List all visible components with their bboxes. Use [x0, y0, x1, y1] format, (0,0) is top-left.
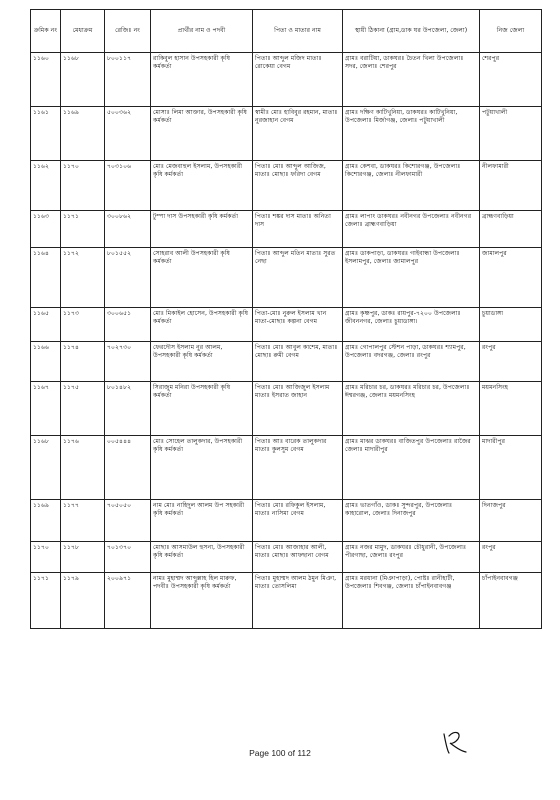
cell-reg: ৮০০১১৭ — [105, 53, 151, 107]
cell-sl: ১১৬০ — [31, 53, 61, 107]
cell-sl: ১১৬৩ — [31, 211, 61, 248]
table-row — [31, 107, 542, 161]
cell-reg: ৭০১৩৭০ — [105, 542, 151, 573]
cell-address: গ্রামঃ কেশবা, ডাকঘরঃ কিশোরগঞ্জ, উপজেলাঃ কিশোরগঞ্জ, জেলাঃ নীলফামারী — [343, 161, 480, 211]
cell-parents: পিতাঃ মোঃ রফিকুল ইসলাম, মাতাঃ নাসিমা বেগম — [253, 500, 343, 542]
cell-parents: পিতাঃ মুহাম্মদ আলম ঠমুন মিঞা, মাতাঃ তোসলিমা — [253, 573, 343, 629]
cell-reg: ৭০২৭৩০ — [105, 342, 151, 382]
cell-district: শেরপুর — [480, 53, 542, 107]
cell-merit: ১১৭২ — [61, 248, 105, 308]
header-merit: মেধাক্রম — [61, 10, 105, 53]
cell-sl: ১১৬৯ — [31, 500, 61, 542]
cell-name: মোছাঃ আসমাউল হুসনা, উপসহকারী কৃষি কর্মকর্তা — [151, 542, 253, 573]
cell-sl: ১১৬১ — [31, 107, 61, 161]
cell-district: রংপুর — [480, 542, 542, 573]
cell-district: মাদারীপুর — [480, 436, 542, 500]
cell-merit: ১১৭৩ — [61, 308, 105, 342]
cell-name: মোঃ মেজবাহুল ইসলাম, উপসহকারী কৃষি কর্মকর্তা — [151, 161, 253, 211]
cell-name: মোঃ সোহেল তালুকদার, উপসহকারী কৃষি কর্মকর্তা — [151, 436, 253, 500]
page-footer: Page 100 of 112 — [249, 748, 311, 758]
cell-name: টুম্পা দাস উপসহকারী কৃষি কর্মকর্তা — [151, 211, 253, 248]
cell-reg: ৫০০৩৬২ — [105, 107, 151, 161]
cell-address: গ্রামঃ বরাটিয়া, ডাকঘরঃ চৈতন খিলা উপজেলাঃ সদর, জেলাঃ শেরপুর — [343, 53, 480, 107]
header-district: নিজ জেলা — [480, 10, 542, 53]
cell-district: নীলফামারী — [480, 161, 542, 211]
header-name: প্রার্থীর নাম ও পদবী — [151, 10, 253, 53]
cell-parents: স্বামীঃ মোঃ হাবিবুর রহমান, মাতাঃ নুরজাহান বেগম — [253, 107, 343, 161]
cell-sl: ১১৬৪ — [31, 248, 61, 308]
cell-district: চাঁপাইনবাবগঞ্জ — [480, 573, 542, 629]
cell-district: চুয়াডাঙ্গা — [480, 308, 542, 342]
cell-parents: পিতাঃ আব্দুল মতিন মাতাঃ সুরত নেছা — [253, 248, 343, 308]
cell-district: ব্রাহ্মণবাড়িয়া — [480, 211, 542, 248]
cell-name: মোঃ মিকাইল হোসেন, উপসহকারী কৃষি কর্মকর্তা — [151, 308, 253, 342]
cell-parents: পিতাঃ মোঃ আব্দুল আজিজ, মাতাঃ মোছাঃ ফরিদা বেগম — [253, 161, 343, 211]
table-row — [31, 500, 542, 542]
cell-sl: ১১৬৮ — [31, 436, 61, 500]
cell-address: গ্রামঃ গোপালপুর স্টেশন পাড়া, ডাকঘরঃ শ্যামপুর, উপজেলাঃ বদরগঞ্জ, জেলাঃ রংপুর — [343, 342, 480, 382]
table-header-row — [31, 10, 542, 53]
table-row — [31, 161, 542, 211]
table-row — [31, 436, 542, 500]
cell-address: গ্রামঃ মরধানা (মিঞাপাড়া), পোষ্টঃ রানীহাটী, উপজেলাঃ শিবগঞ্জ, জেলাঃ চাঁপাইনবাবগঞ্জ — [343, 573, 480, 629]
cell-merit: ১১৭৮ — [61, 542, 105, 573]
cell-merit: ১১৬৯ — [61, 107, 105, 161]
cell-sl: ১১৬৭ — [31, 382, 61, 436]
table-row — [31, 248, 542, 308]
cell-address: গ্রামঃ দক্ষিণ কাটিখুনিয়া, ডাকঘরঃ কাটিখুনিয়া, উপজেলাঃ মির্জাগঞ্জ, জেলাঃ পটুয়াখালী — [343, 107, 480, 161]
cell-address: গ্রামঃ নজর মামুদ, ডাকঘরঃ চৌধুরানী, উপজেলাঃ পীরগাছা, জেলাঃ রংপুর — [343, 542, 480, 573]
cell-sl: ১১৬৬ — [31, 342, 61, 382]
cell-merit: ১১৭৬ — [61, 436, 105, 500]
cell-sl: ১১৬২ — [31, 161, 61, 211]
cell-reg: ০০৫৪৪৪ — [105, 436, 151, 500]
cell-merit: ১১৭৭ — [61, 500, 105, 542]
cell-sl: ১১৭০ — [31, 542, 61, 573]
table-row — [31, 382, 542, 436]
cell-address: গ্রামঃ ডাকপাড়া, ডাকঘরঃ গাইবান্ধা উপজেলাঃ ইসলামপুর, জেলাঃ জামালপুর — [343, 248, 480, 308]
cell-merit: ১১৬৮ — [61, 53, 105, 107]
cell-name: ফেরদৌস ইসলাম নুর আলম, উপসহকারী কৃষি কর্মকর্তা — [151, 342, 253, 382]
table-row — [31, 542, 542, 573]
cell-address: গ্রামঃ মরিচার চর, ডাকঘরঃ মরিচার চর, উপজেলাঃ ঈশ্বরগঞ্জ, জেলাঃ ময়মনসিংহ — [343, 382, 480, 436]
cell-district: জামালপুর — [480, 248, 542, 308]
cell-parents: পিতাঃ মোঃ আজিজুল ইসলাম মাতাঃ ইসরাত জাহান — [253, 382, 343, 436]
header-serial: ক্রমিক নং — [31, 10, 61, 53]
table-row — [31, 211, 542, 248]
cell-reg: ৩০০৬৫১ — [105, 308, 151, 342]
candidate-table — [30, 9, 542, 629]
cell-district: দিনাজপুর — [480, 500, 542, 542]
table-row — [31, 573, 542, 629]
cell-address: গ্রামঃ কৃষ্ণপুর, ডাকঃ রায়পুর-৭২০০ উপজেলাঃ জীবননগর, জেলাঃ চুয়াডাঙ্গা। — [343, 308, 480, 342]
cell-merit: ১১৭৪ — [61, 342, 105, 382]
cell-name: সিরাজুম মনিরা উপসহকারী কৃষি কর্মকর্তা — [151, 382, 253, 436]
cell-parents: পিতাঃ আঃ বারেক তালুকদার মাতাঃ কুলসুম বেগম — [253, 436, 343, 500]
cell-name: নাম মোঃ নাহিদুল আলম উপ সহকারী কৃষি কর্মকর্তা — [151, 500, 253, 542]
cell-name: রাকিবুল হাসান উপসহকারী কৃষি কর্মকর্তা — [151, 53, 253, 107]
cell-address: গ্রামঃ লাপাং ডাকঘরঃ নবীনগর উপজেলাঃ নবীনগর জেলাঃ ব্রাহ্মণবাড়িয়া — [343, 211, 480, 248]
table-row — [31, 342, 542, 382]
cell-parents: পিতা-মোঃ নুরুল ইসলাম খান মাতা-মোছাঃ কল্পনা বেগম — [253, 308, 343, 342]
table-row — [31, 308, 542, 342]
cell-merit: ১১৭৯ — [61, 573, 105, 629]
cell-address: গ্রামঃ ভাতগাঁও, ডাকঃ সুন্দরপুর, উপজেলাঃ কাহারোল, জেলাঃ দিনাজপুর — [343, 500, 480, 542]
cell-merit: ১১৭৫ — [61, 382, 105, 436]
cell-district: পটুয়াখালী — [480, 107, 542, 161]
cell-merit: ১১৭১ — [61, 211, 105, 248]
header-reg: রেজিঃ নং — [105, 10, 151, 53]
cell-reg: ৭০৫০৫০ — [105, 500, 151, 542]
header-address: স্থায়ী ঠিকানা (গ্রাম,ডাক ঘর উপজেলা, জেলা) — [343, 10, 480, 53]
cell-sl: ১১৬৫ — [31, 308, 61, 342]
cell-address: গ্রামঃ মাঝর ডাকঘরঃ বাজিতপুর উপজেলাঃ রাজৈর জেলাঃ মাদারীপুর — [343, 436, 480, 500]
cell-reg: ৩০০৮৬২ — [105, 211, 151, 248]
cell-district: ময়মনসিংহ — [480, 382, 542, 436]
cell-parents: পিতাঃ মোঃ আবুল কাশেম, মাতাঃ মোছাঃ রুমী বেগম — [253, 342, 343, 382]
cell-reg: ৮০১৫৫২ — [105, 248, 151, 308]
cell-reg: ২০০৯৭১ — [105, 573, 151, 629]
cell-reg: ৮০১৪৮২ — [105, 382, 151, 436]
cell-parents: পিতাঃ শঙ্কর দাস মাতাঃ অনিতা দাস — [253, 211, 343, 248]
cell-parents: পিতাঃ মোঃ আজাহার আলী, মাতাঃ মোছাঃ আফছানা বেগম — [253, 542, 343, 573]
cell-reg: ৭০৩১০৬ — [105, 161, 151, 211]
cell-name: নামঃ মুহাম্মদ আব্দুল্লাহ হিল মারুফ, পদবীঃ উপসহকারী কৃষি কর্মকর্তা — [151, 573, 253, 629]
cell-name: মোসাঃ লিমা আক্তার, উপসহকারী কৃষি কর্মকর্তা — [151, 107, 253, 161]
cell-sl: ১১৭১ — [31, 573, 61, 629]
header-parents: পিতা ও মাতার নাম — [253, 10, 343, 53]
table-row — [31, 53, 542, 107]
cell-merit: ১১৭০ — [61, 161, 105, 211]
cell-district: রংপুর — [480, 342, 542, 382]
cell-parents: পিতাঃ আব্দুল মজিদ মাতাঃ রোকেয়া বেগম — [253, 53, 343, 107]
cell-name: সোহরাব আলী উপসহকারী কৃষি কর্মকর্তা — [151, 248, 253, 308]
